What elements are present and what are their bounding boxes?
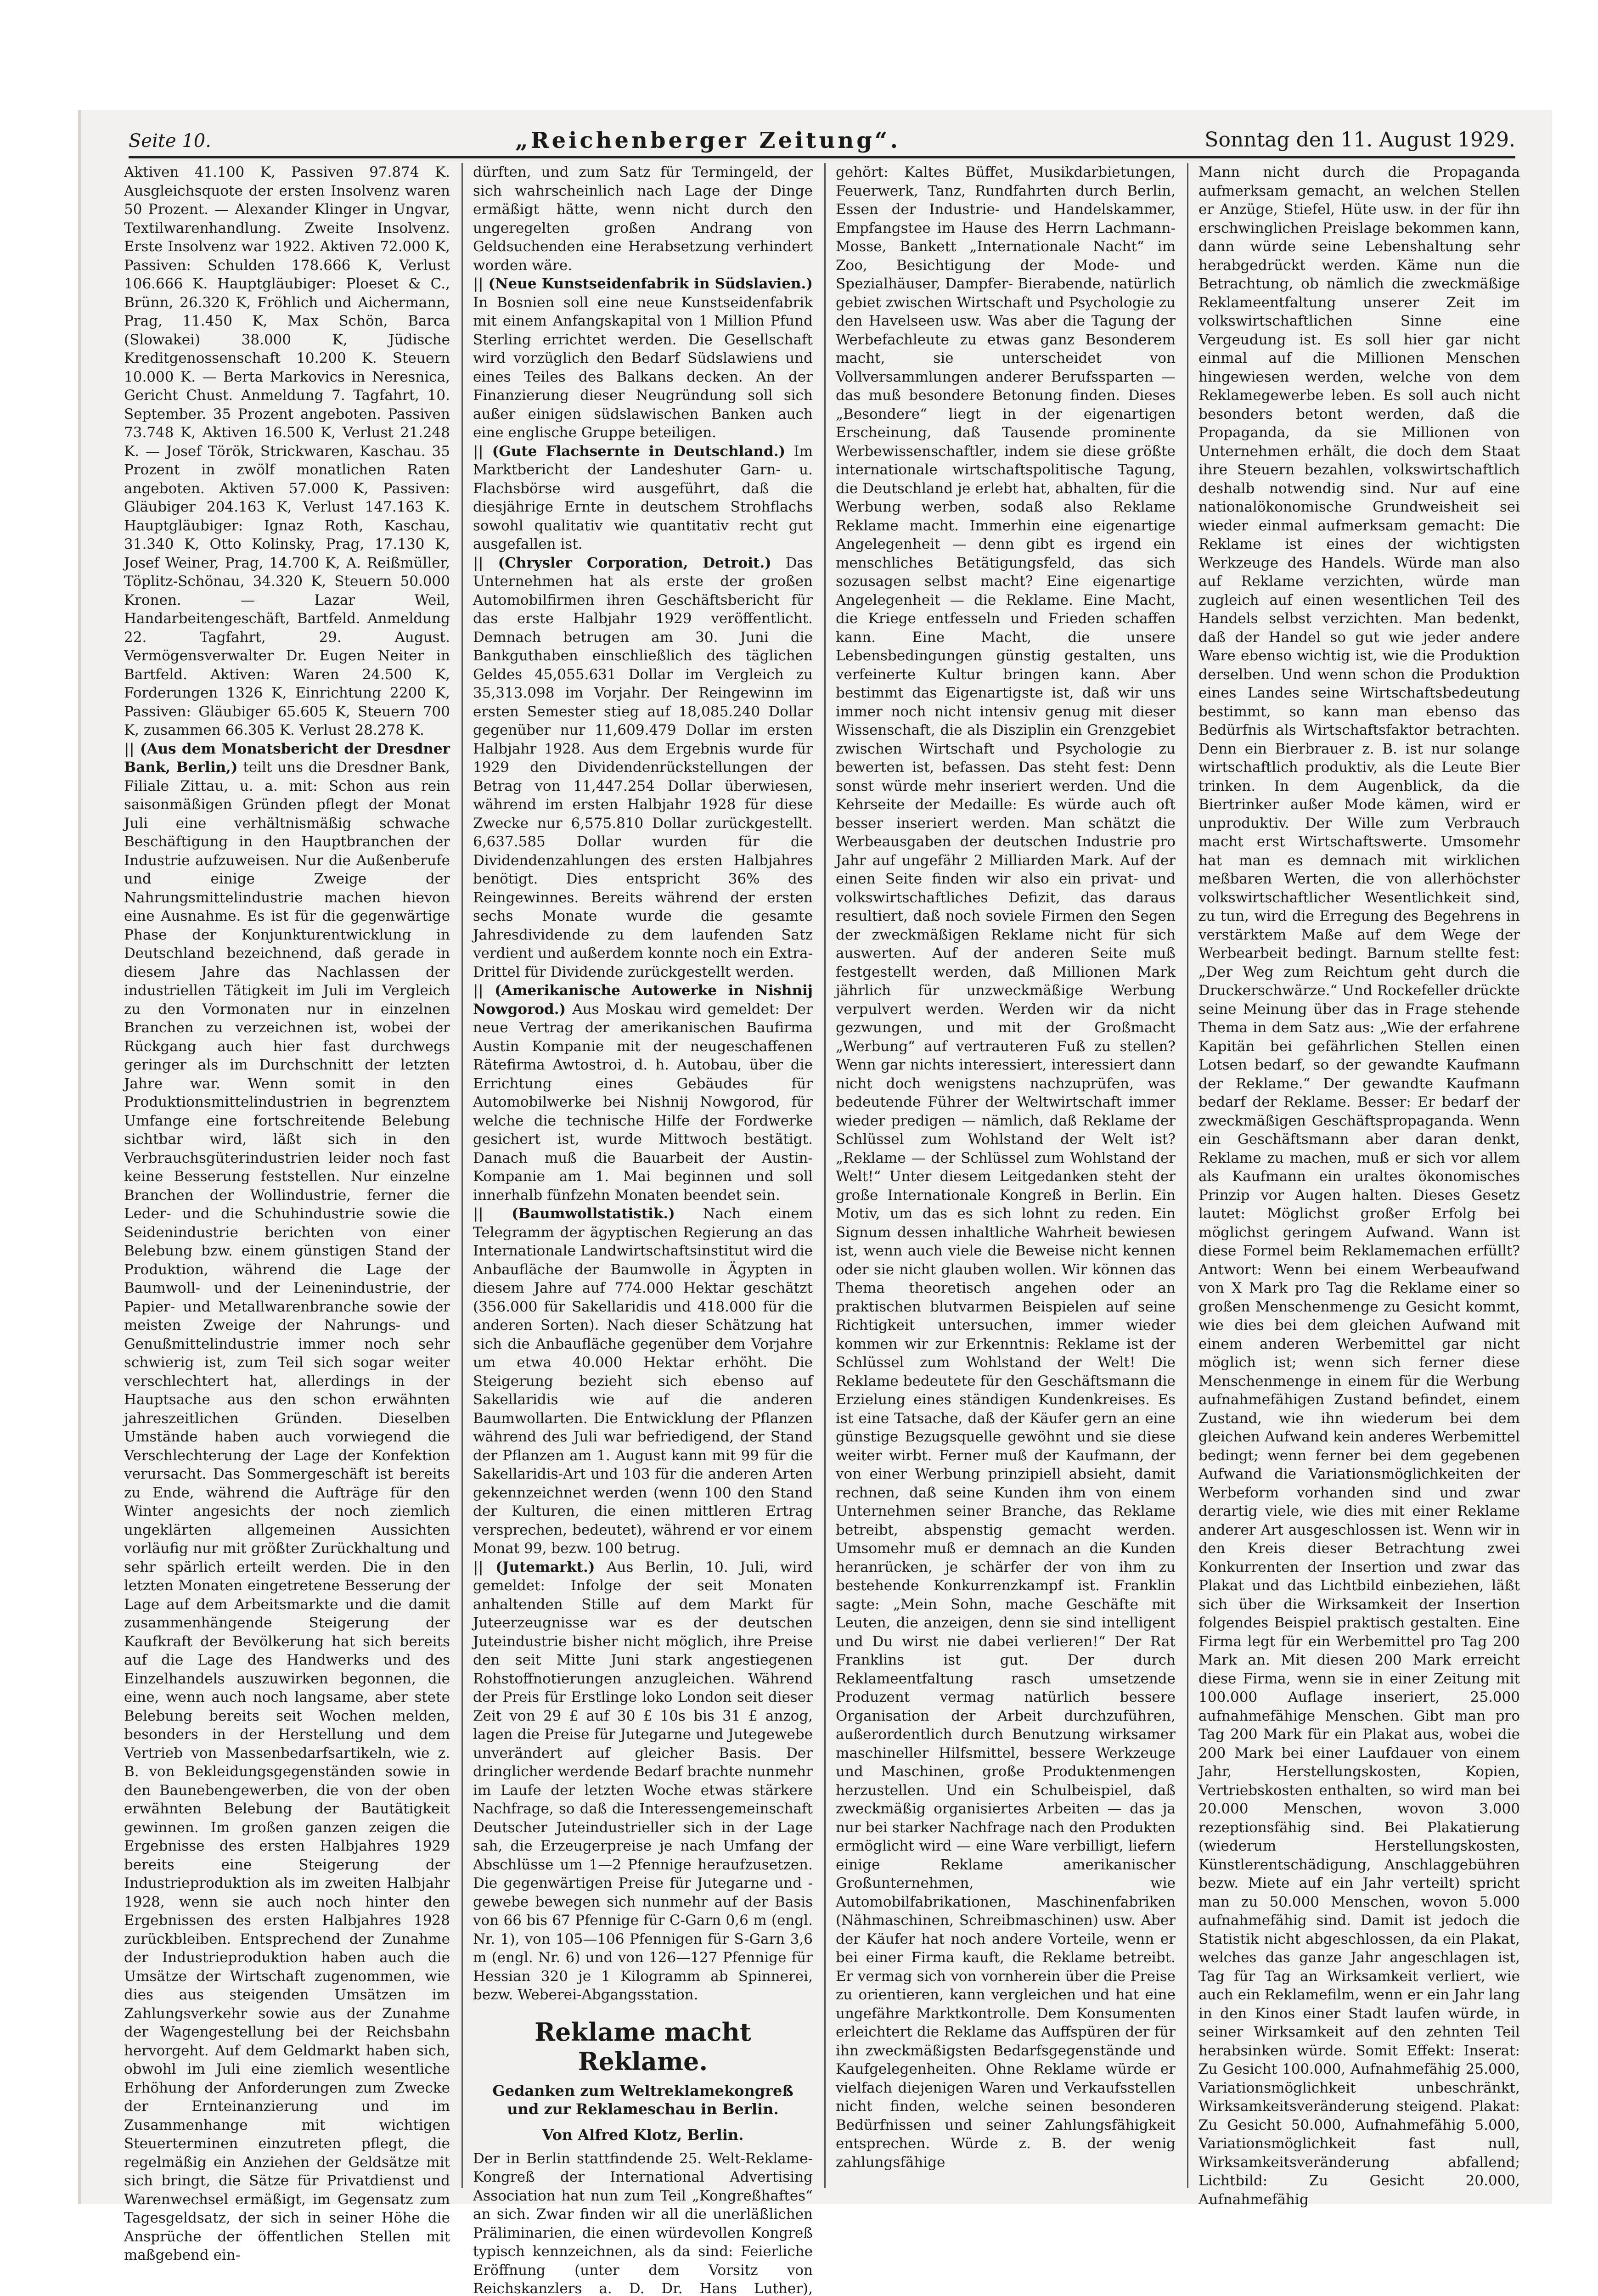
column-1 [124,163,450,2193]
column-3 [836,163,1176,2193]
newspaper-page [78,110,1552,2204]
item-lead: || (Chrysler Corporation, Detroit.) [473,555,771,571]
column-rule [1187,163,1188,2188]
article-subtitle: Gedanken zum Weltreklamekongreß und zur Reklameschau in Berlin. [491,2082,794,2118]
article-body-continued: gehört: Kaltes Büffet, Musikdarbietungen, Feuerwerk, Tanz, Rundfahrten durch Berlin, Essen der Industrie- und Handelskammer, Empfangstee im Hause des Herrn Lachmann-Mosse, Bankett „Internationale Nacht“ im Zoo, Besichtigung der Mode- und Spezialhäuser, Dampfer- Bierabende, natürlich gebiet zwischen Wirtschaft und Psychologie zu den Havelseen usw. Was aber die Tagung der Werbefachleute zu etwas ganz Besonderem macht, sie unterscheidet von Vollversammlungen anderer Berufssparten — das muß besondere Betonung finden. Dieses „Besondere“ liegt in der eigenartigen Erscheinung, daß Tausende prominente Werbewissenschaftler, indem sie diese größte internationale wirtschaftspolitische Tagung, die Deutschland je erlebt hat, abhalten, für die Werbung werben, sodaß also Reklame Reklame macht. Immerhin eine eigenartige Angelegenheit — denn gibt es irgend ein menschliches Betätigungsfeld, das sich sozusagen selbst macht? Eine eigenartige Angelegenheit — die Reklame. Eine Macht, die Kriege entfesseln und Frieden schaffen kann. Eine Macht, die unsere Lebensbedingungen günstig gestalten, uns verfeinerte Kultur bringen kann. Aber bestimmt das Eigenartigste ist, daß wir uns immer noch nicht intensiv genug mit dieser Wissenschaft, die als Disziplin ein Grenzgebiet zwischen Wirtschaft und Psychologie zu bewerten ist, befassen. Das steht fest: Denn sonst würde mehr inseriert werden. Und die Kehrseite der Medaille: Es würde auch oft besser inseriert werden. Man schätzt die Werbeausgaben der deutschen Industrie pro Jahr auf ungefähr 2 Milliarden Mark. Auf der einen Seite finden wir also ein privat- und volkswirtschaftliches Defizit, das daraus resultiert, daß noch soviele Firmen den Segen der zweckmäßigen Reklame nicht für sich auswerten. Auf der anderen Seite muß festgestellt werden, daß Millionen Mark jährlich für unzweckmäßige Werbung verpulvert werden. Werden wir da nicht gezwungen, und mit der Großmacht „Werbung“ auf vertrauteren Fuß zu stellen? Wenn gar nichts interessiert, interessiert dann nicht doch wenigstens nachzuprüfen, was bedeutende Führer der Weltwirtschaft immer wieder predigen — nämlich, daß Reklame der Schlüssel zum Wohlstand der Welt ist? „Reklame — der Schlüssel zum Wohlstand der Welt!“ Unter diesem Leitgedanken steht der große Internationale Kongreß in Berlin. Ein Motiv, um das es sich lohnt zu reden. Ein Signum dessen inhaltliche Wahrheit bewiesen ist, wenn auch viele die Beweise nicht kennen oder sie nicht glauben wollen. Wir können das Thema theoretisch angehen oder an praktischen blutvarmen Beispielen auf seine Richtigkeit untersuchen, immer wieder kommen wir zur Erkenntnis: Reklame ist der Schlüssel zum Wohlstand der Welt! Die Reklame bedeutete für den Geschäftsmann die Erzielung eines ständigen Kundenkreises. Es ist eine Tatsache, daß der Käufer gern an eine günstige Bezugsquelle gewöhnt und sie diese weiter wirbt. Ferner muß der Kaufmann, der von einer Werbung prinzipiell absieht, damit rechnen, daß seine Kunden ihm von einem Unternehmen seiner Branche, das Reklame betreibt, abspenstig gemacht werden. Umsomehr muß er demnach an die Kunden heranrücken, je schärfer der von ihm zu bestehende Konkurrenzkampf ist. Franklin sagte: „Mein Sohn, mache Geschäfte mit Leuten, die anzeigen, denn sie sind intelligent und Du wirst nie dabei verlieren!“ Der Rat Franklins ist gut. Der durch Reklameentfaltung rasch umsetzende Produzent vermag natürlich bessere Organisation der Arbeit durchzuführen, außerordentlich durch Benutzung wirksamer maschineller Hilfsmittel, bessere Werkzeuge und Maschinen, große Produktenmengen herzustellen. Und ein Schulbeispiel, daß zweckmäßig organisiertes Arbeiten — das ja nur bei starker Nachfrage nach den Produkten ermöglicht wird — eine Ware verbilligt, liefern einige Reklame amerikanischer Großunternehmen, wie Automobilfabrikationen, Maschinenfabriken (Nähmaschinen, Schreibmaschinen) usw. Aber der Käufer hat noch andere Vorteile, wenn er bei einer Firma kauft, die Reklame betreibt. Er vermag sich von vornherein über die Preise zu orientieren, kann vergleichen und hat eine ungefähre Marktkontrolle. Dem Konsumenten erleichtert die Reklame das Auffspüren der für ihn zweckmäßigsten Bedarfsgegenstände und Kaufgelegenheiten. Ohne Reklame würde er vielfach diejenigen Waren und Verkaufsstellen nicht finden, welche seinen besonderen Bedürfnissen und seiner Zahlungsfähigkeit entsprechen. Würde z. B. der wenig zahlungsfähige [836,163,1176,2172]
page-edge [78,110,81,2204]
masthead: „Reichenberger Zeitung“. [515,128,900,156]
article-title: Reklame macht Reklame. [473,2017,813,2076]
item-lead: || (Jutemarkt.) [473,1559,595,1576]
item-baumwolle [473,1204,813,1558]
article-body-end: Mann nicht durch die Propaganda aufmerksam gemacht, an welchen Stellen er Anzüge, Stiefel, Hüte usw. in der für ihn erschwinglichen Preislage bekommen kann, dann würde seine Lebenshaltung sehr herabgedrückt werden. Käme nun die Betrachtung, ob nämlich die zweckmäßige Reklameentfaltung unserer Zeit im volkswirtschaftlichen Sinne eine Vergeudung ist. Es soll hier gar nicht einmal auf die Millionen Menschen hingewiesen werden, welche von dem Reklamegewerbe leben. Es soll auch nicht besonders betont werden, daß die Propaganda, da sie Millionen von Unternehmen erhält, die doch dem Staat ihre Steuern bezahlen, volkswirtschaftlich deshalb notwendig sind. Nur auf eine nationalökonomische Grundweisheit sei wieder einmal aufmerksam gemacht: Die Reklame ist eines der wichtigsten Werkzeuge des Handels. Würde man also auf Reklame verzichten, würde man zugleich auf einen wesentlichen Teil des Handels selbst verzichten. Man bedenkt, daß der Handel so gut wie jeder andere Ware ebenso wichtig ist, wie die Produktion derselben. Und wenn schon die Produktion eines Landes seine Wirtschaftsbedeutung bestimmt, so kann man ebenso das Bedürfnis als Wirtschaftsfaktor betrachten. Denn ein Bierbrauer z. B. ist nur solange wirtschaftlich produktiv, als die Leute Bier trinken. In dem Augenblick, da die Biertrinker außer Mode kämen, wird er unproduktiv. Der Wille zum Verbrauch macht erst Wirtschaftswerte. Umsomehr hat man es demnach mit wirklichen meßbaren Werten, die von allerhöchster volkswirtschaftlicher Wesentlichkeit sind, zu tun, wird die Erregung des Begehrens in verstärktem Maße auf dem Wege der Werbearbeit bedingt. Barnum stellte fest: „Der Weg zum Reichtum geht durch die Druckerschwärze.“ Und Rockefeller drückte seine Meinung über das in Frage stehende Thema in dem Satz aus: „Wie der erfahrene Kapitän bei gefährlichen Stellen einen Lotsen bedarf, so der gewandte Kaufmann der Reklame.“ Der gewandte Kaufmann bedarf der Reklame. Besser: Er bedarf der zweckmäßigen Geschäftspropaganda. Wenn ein Geschäftsmann aber daran denkt, Reklame zu machen, muß er sich vor allem als Kaufmann ein uraltes ökonomisches Prinzip vor Augen halten. Dieses Gesetz lautet: Möglichst großer Erfolg bei möglichst geringem Aufwand. Wann ist diese Formel beim Reklamemachen erfüllt? Antwort: Wenn bei einem Werbeaufwand von X Mark pro Tag die Reklame einer so großen Menschenmenge zu Gesicht kommt, wie dies bei dem gleichen Aufwand mit einem anderen Werbemittel gar nicht möglich ist; wenn sich ferner diese Menschenmenge in einem für die Werbung aufnahmefähigen Zustand befindet, einem Zustand, wie ihn wiederum bei dem gleichen Aufwand kein anderes Werbemittel bedingt; wenn ferner bei dem gegebenen Aufwand die Variationsmöglichkeiten der Werbeform vorhanden sind und zwar derartig viele, wie dies mit einer Reklame anderer Art ausgeschlossen ist. Wenn wir in den Kreis dieser Betrachtung zwei Konkurrenten der Insertion und zwar das Plakat und das Lichtbild einbeziehen, läßt sich über die Wirksamkeit der Insertion folgendes Beispiel praktisch gestalten. Eine Firma legt für ein Werbemittel pro Tag 200 Mark an. Mit diesen 200 Mark erreicht diese Firma, wenn sie in einer Zeitung mit 100.000 Auflage inseriert, 25.000 aufnahmefähige Menschen. Gibt man pro Tag 200 Mark für ein Plakat aus, wobei die 200 Mark bei einer Laufdauer von einem Jahr, Herstellungskosten, Kopien, Vertriebskosten enthalten, so wird man bei 20.000 Menschen, wovon 3.000 rezeptionsfähig sind. Bei Plakatierung (wiederum Herstellungskosten, Künstlerentschädigung, Anschlaggebühren bezw. Miete auf ein Jahr verteilt) spricht man zu 50.000 Menschen, wovon 5.000 aufnahmefähig sind. Damit ist jedoch die Statistik nicht abgeschlossen, da ein Plakat, welches das ganze Jahr angeschlagen ist, Tag für Tag an Wirksamkeit verliert, wie auch ein Reklamefilm, wenn er ein Jahr lang in den Kinos einer Stadt laufen würde, in seiner Wirksamkeit auf den zehnten Teil herabsinken würde. Somit Effekt: Inserat: Zu Gesicht 100.000, Aufnahmefähig 25.000, Variationsmöglichkeit unbeschränkt, Wirksamkeitsveränderung steigend. Plakat: Zu Gesicht 50.000, Aufnahmefähig 5.000, Variationsmöglichkeit fast null, Wirksamkeitsveränderung abfallend; Lichtbild: Zu Gesicht 20.000, Aufnahmefähig [1198,163,1520,2209]
item-lead: || (Neue Kunstseidenfabrik in Südslavien.) [473,276,813,292]
item-lead: || (Baumwollstatistik.) [473,1205,675,1222]
issue-date: Sonntag den 11. August 1929. [1204,128,1515,156]
item-lead: || (Amerikanische Autowerke in Nishnij Nowgorod.) [473,982,813,1018]
column-rule [461,163,463,2188]
bankruptcy-notices: Aktiven 41.100 K, Passiven 97.874 K. Ausgleichsquote der ersten Insolvenz waren 50 Prozent. — Alexander Klinger in Ungvar, Textilwarenhandlung. Zweite Insolvenz. Erste Insolvenz war 1922. Aktiven 72.000 K, Passiven: Schulden 178.666 K, Verlust 106.666 K. Hauptgläubiger: Ploeset & C., Brünn, 26.320 K, Fröhlich und Aichermann, Prag, 11.450 K, Max Schön, Barca (Slowakei) 38.000 K, Jüdische Kreditgenossenschaft 10.200 K. Steuern 10.000 K. — Berta Markovics in Neresnica, Gericht Chust. Anmeldung 7. Tagfahrt, 10. September. 35 Prozent angeboten. Passiven 73.748 K, Aktiven 16.500 K, Verlust 21.248 K. — Josef Török, Strickwaren, Kaschau. 35 Prozent in zwölf monatlichen Raten angeboten. Aktiven 57.000 K, Passiven: Gläubiger 204.163 K, Verlust 147.163 K. Hauptgläubiger: Ignaz Roth, Kaschau, 31.340 K, Otto Kolinsky, Prag, 17.130 K, Josef Weiner, Prag, 14.700 K, A. Reißmüller, Töplitz-Schönau, 34.320 K, Steuern 50.000 Kronen. — Lazar Weil, Handarbeitengeschäft, Bartfeld. Anmeldung 22. Tagfahrt, 29. August. Vermögensverwalter Dr. Eugen Neiter in Bartfeld. Aktiven: Waren 24.500 K, Forderungen 1326 K, Einrichtung 2200 K, Passiven: Gläubiger 65.605 K, Steuern 700 K, zusammen 66.305 K. Verlust 28.278 K. [124,163,450,740]
item-body: teilt uns die Dresdner Bank, Filiale Zittau, u. a. mit: Schon aus rein saisonmäßigen Gründen pflegt der Monat Juli eine verhältnismäßig schwache Beschäftigung in den Hauptbranchen der Industrie aufzuweisen. Nur die Außenberufe und einige Zweige der Nahrungsmittelindustrie machen hievon eine Ausnahme. Es ist für die gegenwärtige Phase der Konjunkturentwicklung in Deutschland bezeichnend, daß gerade in diesem Jahre das Nachlassen der industriellen Tätigkeit im Juli im Vergleich zu den Vormonaten nur in einzelnen Branchen zu verzeichnen ist, wobei der Rückgang auch hier fast durchwegs geringer als im Durchschnitt der letzten Jahre war. Wenn somit in den Produktionsmittelindustrien in begrenztem Umfange eine fortschreitende Belebung sichtbar wird, läßt sich in den Verbrauchsgüterindustrien leider noch fast keine Besserung feststellen. Nur einzelne Branchen der Wollindustrie, ferner die Leder- und die Schuhindustrie sowie die Seidenindustrie berichten von einer Belebung bzw. einem günstigen Stand der Produktion, während die Lage der Baumwoll- und der Leinenindustrie, der Papier- und Metallwarenbranche sowie der meisten Zweige der Nahrungs- und Genußmittelindustrie immer noch sehr schwierig ist, zum Teil sich sogar weiter verschlechtert hat, allerdings in der Hauptsache aus den schon erwähnten jahreszeitlichen Gründen. Dieselben Umstände haben auch vorwiegend die Verschlechterung der Lage der Konfektion verursacht. Das Sommergeschäft ist bereits zu Ende, während die Aufträge für den Winter angesichts der noch ziemlich ungeklärten allgemeinen Aussichten vorläufig nur mit größter Zurückhaltung und sehr spärlich erteilt werden. Die in den letzten Monaten eingetretene Besserung der Lage auf dem Arbeitsmarkte und die damit zusammenhängende Steigerung der Kaufkraft der Bevölkerung hat sich bereits auf die Lage des Handwerks und des Einzelhandels auszuwirken begonnen, die eine, wenn auch noch langsame, aber stete Belebung bereits seit Wochen melden, besonders in der Herstellung und dem Vertrieb von Massenbedarfsartikeln, wie z. B. von Bekleidungsgegenständen sowie in den Baunebengewerben, die von der oben erwähnten Belebung der Bautätigkeit gewinnen. Im großen ganzen zeigen die Ergebnisse des ersten Halbjahres 1929 bereits eine Steigerung der Industrieproduktion als im zweiten Halbjahr 1928, wenn sie auch noch hinter den Ergebnissen des ersten Halbjahres 1928 zurückbleiben. Entsprechend der Zunahme der Industrieproduktion haben auch die Umsätze der Wirtschaft zugenommen, wie dies aus steigenden Umsätzen im Zahlungsverkehr sowie aus der Zunahme der Wagengestellung bei der Reichsbahn hervorgeht. Auf dem Geldmarkt haben sich, obwohl im Juli eine ziemlich wesentliche Erhöhung der Anforderungen zum Zwecke der Ernteinanzierung und im Zusammenhange mit wichtigen Steuerterminen einzutreten pflegt, die regelmäßig ein Anziehen der Geldsätze mit sich bringt, die Sätze für Privatdienst und Warenwechsel ermäßigt, im Gegensatz zum Tagesgeldsatz, der sich in seiner Höhe die Ansprüche der öffentlichen Stellen mit maßgebend ein- [124,759,450,2263]
item-jutemarkt [473,1558,813,2004]
item-body: Nach einem Telegramm der ägyptischen Regierung an das Internationale Landwirtschaftsinstitut wird die Anbaufläche der Baumwolle in Ägypten in diesem Jahre auf 774.000 Hektar geschätzt (356.000 für Sakellaridis und 418.000 für die anderen Sorten). Nach dieser Schätzung hat sich die Anbaufläche gegenüber dem Vorjahre um etwa 40.000 Hektar erhöht. Die Steigerung bezieht sich ebenso auf Sakellaridis wie auf die anderen Baumwollarten. Die Entwicklung der Pflanzen während des Juli war befriedigend, der Stand der Pflanzen am 1. August kann mit 99 für die Sakellaridis-Art und 103 für die anderen Arten gekennzeichnet werden (wenn 100 den Stand der Kulturen, die einen mittleren Ertrag versprechen, bedeutet), während er vor einem Monat 99, bezw. 100 betrug. [473,1205,813,1557]
item-flachs [473,442,813,554]
item-body: Im Marktbericht der Landeshuter Garn- u. Flachsbörse wird ausgeführt, daß die diesjährige Ernte in deutschem Strohflachs sowohl qualitativ wie quantitativ recht gut ausgefallen ist. [473,443,813,553]
item-lead: || (Aus dem Monatsbericht der Dresdner Bank, Berlin,) [124,741,450,776]
item-body: In Bosnien soll eine neue Kunstseidenfabrik mit einem Anfangskapital von 1 Million Pfund Sterling errichtet werden. Die Gesellschaft wird vorzüglich den Bedarf Südslawiens und eines Teiles des Balkans decken. An der Finanzierung dieser Neugründung soll sich außer einigen südslawischen Banken auch eine englische Gruppe beteiligen. [473,294,813,441]
item-termingeld: dürften, und zum Satz für Termingeld, der sich wahrscheinlich nach Lage der Dinge ermäßigt hätte, wenn nicht durch den ungeregelten großen Andrang von Geldsuchenden eine Herabsetzung verhindert worden wäre. [473,163,813,275]
item-autowerke [473,981,813,1204]
columns [124,163,1520,2193]
column-4 [1198,163,1520,2193]
item-body: Aus Moskau wird gemeldet: Der neue Vertrag der amerikanischen Baufirma Austin Kompanie mit der neugeschaffenen Rätefirma Awtostroi, d. h. Autobau, über die Errichtung eines Gebäudes für Automobilwerke bei Nishnij Nowgorod, für welche die technische Hilfe der Fordwerke gesichert ist, wurde Mittwoch bestätigt. Danach muß die Bauarbeit der Austin-Kompanie am 1. Mai beginnen und soll innerhalb fünfzehn Monaten beendet sein. [473,1001,813,1204]
dresdner-bank-report [124,740,450,2265]
item-chrysler [473,554,813,982]
article-body-start: Der in Berlin stattfindende 25. Welt-Reklame-Kongreß der International Advertising Association hat nun zum Teil „Kongreßhaftes“ an sich. Zwar finden wir all die unerläßlichen Präliminarien, die einen würdevollen Kongreß typisch kennzeichnen, als da sind: Feierliche Eröffnung (unter dem Vorsitz von Reichskanzlers a. D. Dr. Hans Luther), [473,2150,813,2296]
article-author: Von Alfred Klotz, Berlin. [473,2125,813,2145]
item-lead: || (Gute Flachsernte in Deutschland.) [473,443,785,460]
item-kunstseide [473,275,813,442]
column-rule [824,163,826,2188]
column-2 [473,163,813,2193]
item-body: Aus Berlin, 10. Juli, wird gemeldet: Infolge der seit Monaten anhaltenden Stille auf dem Markt für Juteerzeugnisse war es der deutschen Juteindustrie bisher nicht möglich, ihre Preise den seit Mitte Juni stark angestiegenen Rohstoffnotierungen anzugleichen. Während der Preis für Erstlinge loko London seit dieser Zeit von 29 £ auf 30 £ 10s bis 31 £ anzog, lagen die Preise für Jutegarne und Jutegewebe unverändert auf gleicher Basis. Der dringlicher werdende Bedarf brachte nunmehr im Laufe der letzten Woche etwas stärkere Nachfrage, so daß die Interessengemeinschaft Deutscher Juteindustrieller sich in der Lage sah, die Erzeugerpreise je nach Umfang der Abschlüsse um 1—2 Pfennige heraufzusetzen. Die gegenwärtigen Preise für Jutegarne und -gewebe bewegen sich nunmehr auf der Basis von 66 bis 67 Pfennige für C-Garn 0,6 m (engl. Nr. 1), von 105—106 Pfennigen für S-Garn 3,6 m (engl. Nr. 6) und von 126—127 Pfennige für Hessian 320 je 1 Kilogramm ab Spinnerei, bezw. Weberei-Abgangsstation. [473,1559,813,2003]
page-number: Seite 10. [129,130,211,156]
item-body: Das Unternehmen hat als erste der großen Automobilfirmen ihren Geschäftsbericht für das erste Halbjahr 1929 veröffentlicht. Demnach betrugen am 30. Juni die Bankguthaben einschließlich des täglichen Geldes 45,055.631 Dollar im Vergleich zu 35,313.098 im Vorjahr. Der Reingewinn im ersten Semester stieg auf 18,085.240 Dollar gegenüber nur 11,609.479 Dollar im ersten Halbjahr 1928. Aus dem Ergebnis wurde für 1929 den Dividendenrückstellungen der Betrag von 11,447.254 Dollar überwiesen, während im ersten Halbjahr 1928 für diese Zwecke nur 6,575.810 Dollar zurückgestellt. 6,637.585 Dollar wurden für die Dividendenzahlungen des ersten Halbjahres benötigt. Dies entspricht 36% des Reingewinnes. Bereits während der ersten sechs Monate wurde die gesamte Jahresdividende zu dem laufenden Satz verdient und außerdem konnte noch ein Extra-Drittel für Dividende zurückgestellt werden. [473,555,813,980]
page-header [129,119,1515,158]
